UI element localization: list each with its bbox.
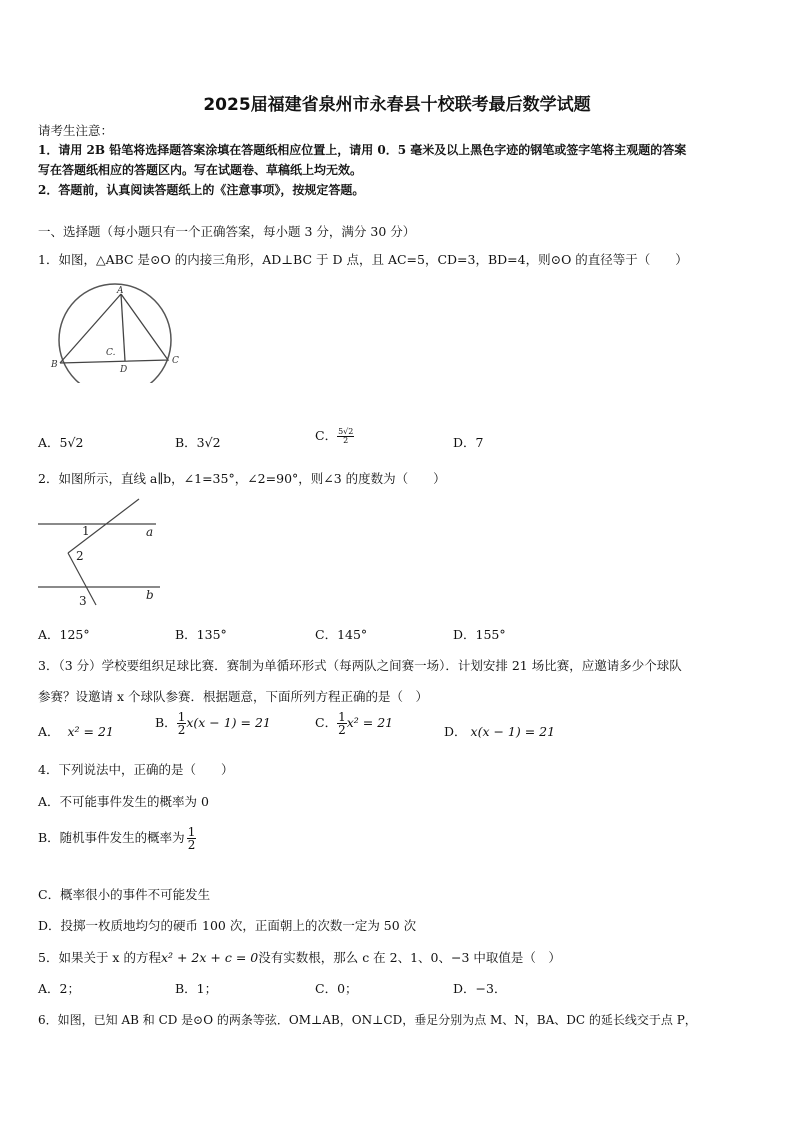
- q2-label-3: 3: [79, 594, 87, 608]
- q1-option-d: D．7: [453, 435, 484, 450]
- q5-option-a: A．2；: [38, 981, 80, 996]
- q3-option-a: A． x² = 21: [38, 724, 114, 739]
- q1-label-o: C.: [106, 348, 116, 358]
- q2-option-b: B．135°: [175, 627, 227, 642]
- q1-label-d: D: [120, 365, 128, 375]
- q2-label-b: b: [146, 588, 154, 602]
- q4-option-b: B．随机事件发生的概率为 $\frac{1}{2}$: [38, 825, 196, 852]
- q1-option-b: B．3√2: [175, 435, 221, 450]
- q5-option-b: B．1；: [175, 981, 218, 996]
- q4-stem: 4．下列说法中，正确的是（ ）: [38, 762, 234, 777]
- q1-stem: 1．如图，△ABC 是⊙O 的内接三角形，AD⊥BC 于 D 点，且 AC=5，CD=3，BD=4，则⊙O 的直径等于（ ）: [38, 252, 688, 267]
- notice-line2: 2．答题前，认真阅读答题纸上的《注意事项》，按规定答题。: [38, 183, 365, 197]
- q2-label-a: a: [146, 525, 154, 539]
- q4-option-a: A．不可能事件发生的概率为 0: [38, 794, 209, 809]
- q2-label-1: 1: [82, 524, 90, 538]
- q3-option-d: D． x(x − 1) = 21: [444, 724, 556, 739]
- q1-label-b: B: [51, 360, 58, 370]
- q1-circle-figure: [48, 283, 198, 383]
- q2-option-d: D．155°: [453, 627, 506, 642]
- q3-stem-line2: 参赛？设邀请 x 个球队参赛．根据题意，下面所列方程正确的是（ ）: [38, 689, 428, 704]
- q5-stem: 5．如果关于 x 的方程x² + 2x + c = 0没有实数根，那么 c 在 2、1、0、−3 中取值是（ ）: [38, 950, 561, 965]
- q2-option-a: A．125°: [38, 627, 90, 642]
- q2-label-2: 2: [76, 549, 84, 563]
- q1-label-a: A: [117, 286, 124, 296]
- q2-stem: 2．如图所示，直线 a∥b，∠1=35°，∠2=90°，则∠3 的度数为（ ）: [38, 471, 446, 486]
- q3-option-b: B． $\frac{1}{2}$ x(x − 1) = 21: [155, 710, 271, 737]
- notice-heading: 请考生注意：: [38, 123, 114, 138]
- q1-label-c: C: [172, 356, 179, 366]
- q2-option-c: C．145°: [315, 627, 368, 642]
- q4-option-d: D．投掷一枚质地均匀的硬币 100 次，正面朝上的次数一定为 50 次: [38, 918, 417, 933]
- q3-stem-line1: 3．（3 分）学校要组织足球比赛．赛制为单循环形式（每两队之间赛一场）．计划安排 21 场比赛，应邀请多少个球队: [38, 658, 682, 673]
- notice-line1b: 写在答题纸相应的答题区内。写在试题卷、草稿纸上均无效。: [38, 163, 363, 177]
- section-heading: 一、选择题（每小题只有一个正确答案，每小题 3 分，满分 30 分）: [38, 224, 416, 239]
- notice-line1a: 1．请用 2B 铅笔将选择题答案涂填在答题纸相应位置上，请用 0．5 毫米及以上黑色字迹的钢笔或签字笔将主观题的答案: [38, 143, 687, 157]
- q3-option-c: C． $\frac{1}{2}$ x² = 21: [315, 710, 394, 737]
- page-title: 2025届福建省泉州市永春县十校联考最后数学试题: [203, 95, 591, 115]
- q5-option-d: D．−3．: [453, 981, 507, 996]
- q6-stem: 6．如图，已知 AB 和 CD 是⊙O 的两条等弦．OM⊥AB，ON⊥CD，垂足分别为点 M、N，BA、DC 的延长线交于点 P，: [38, 1013, 697, 1027]
- q2-parallel-lines-figure: [36, 495, 166, 610]
- q1-option-a: A．5√2: [38, 435, 84, 450]
- q5-option-c: C．0；: [315, 981, 358, 996]
- q4-option-c: C．概率很小的事件不可能发生: [38, 887, 211, 902]
- q1-option-c: C． $\frac{5√2}{2}$: [315, 427, 354, 445]
